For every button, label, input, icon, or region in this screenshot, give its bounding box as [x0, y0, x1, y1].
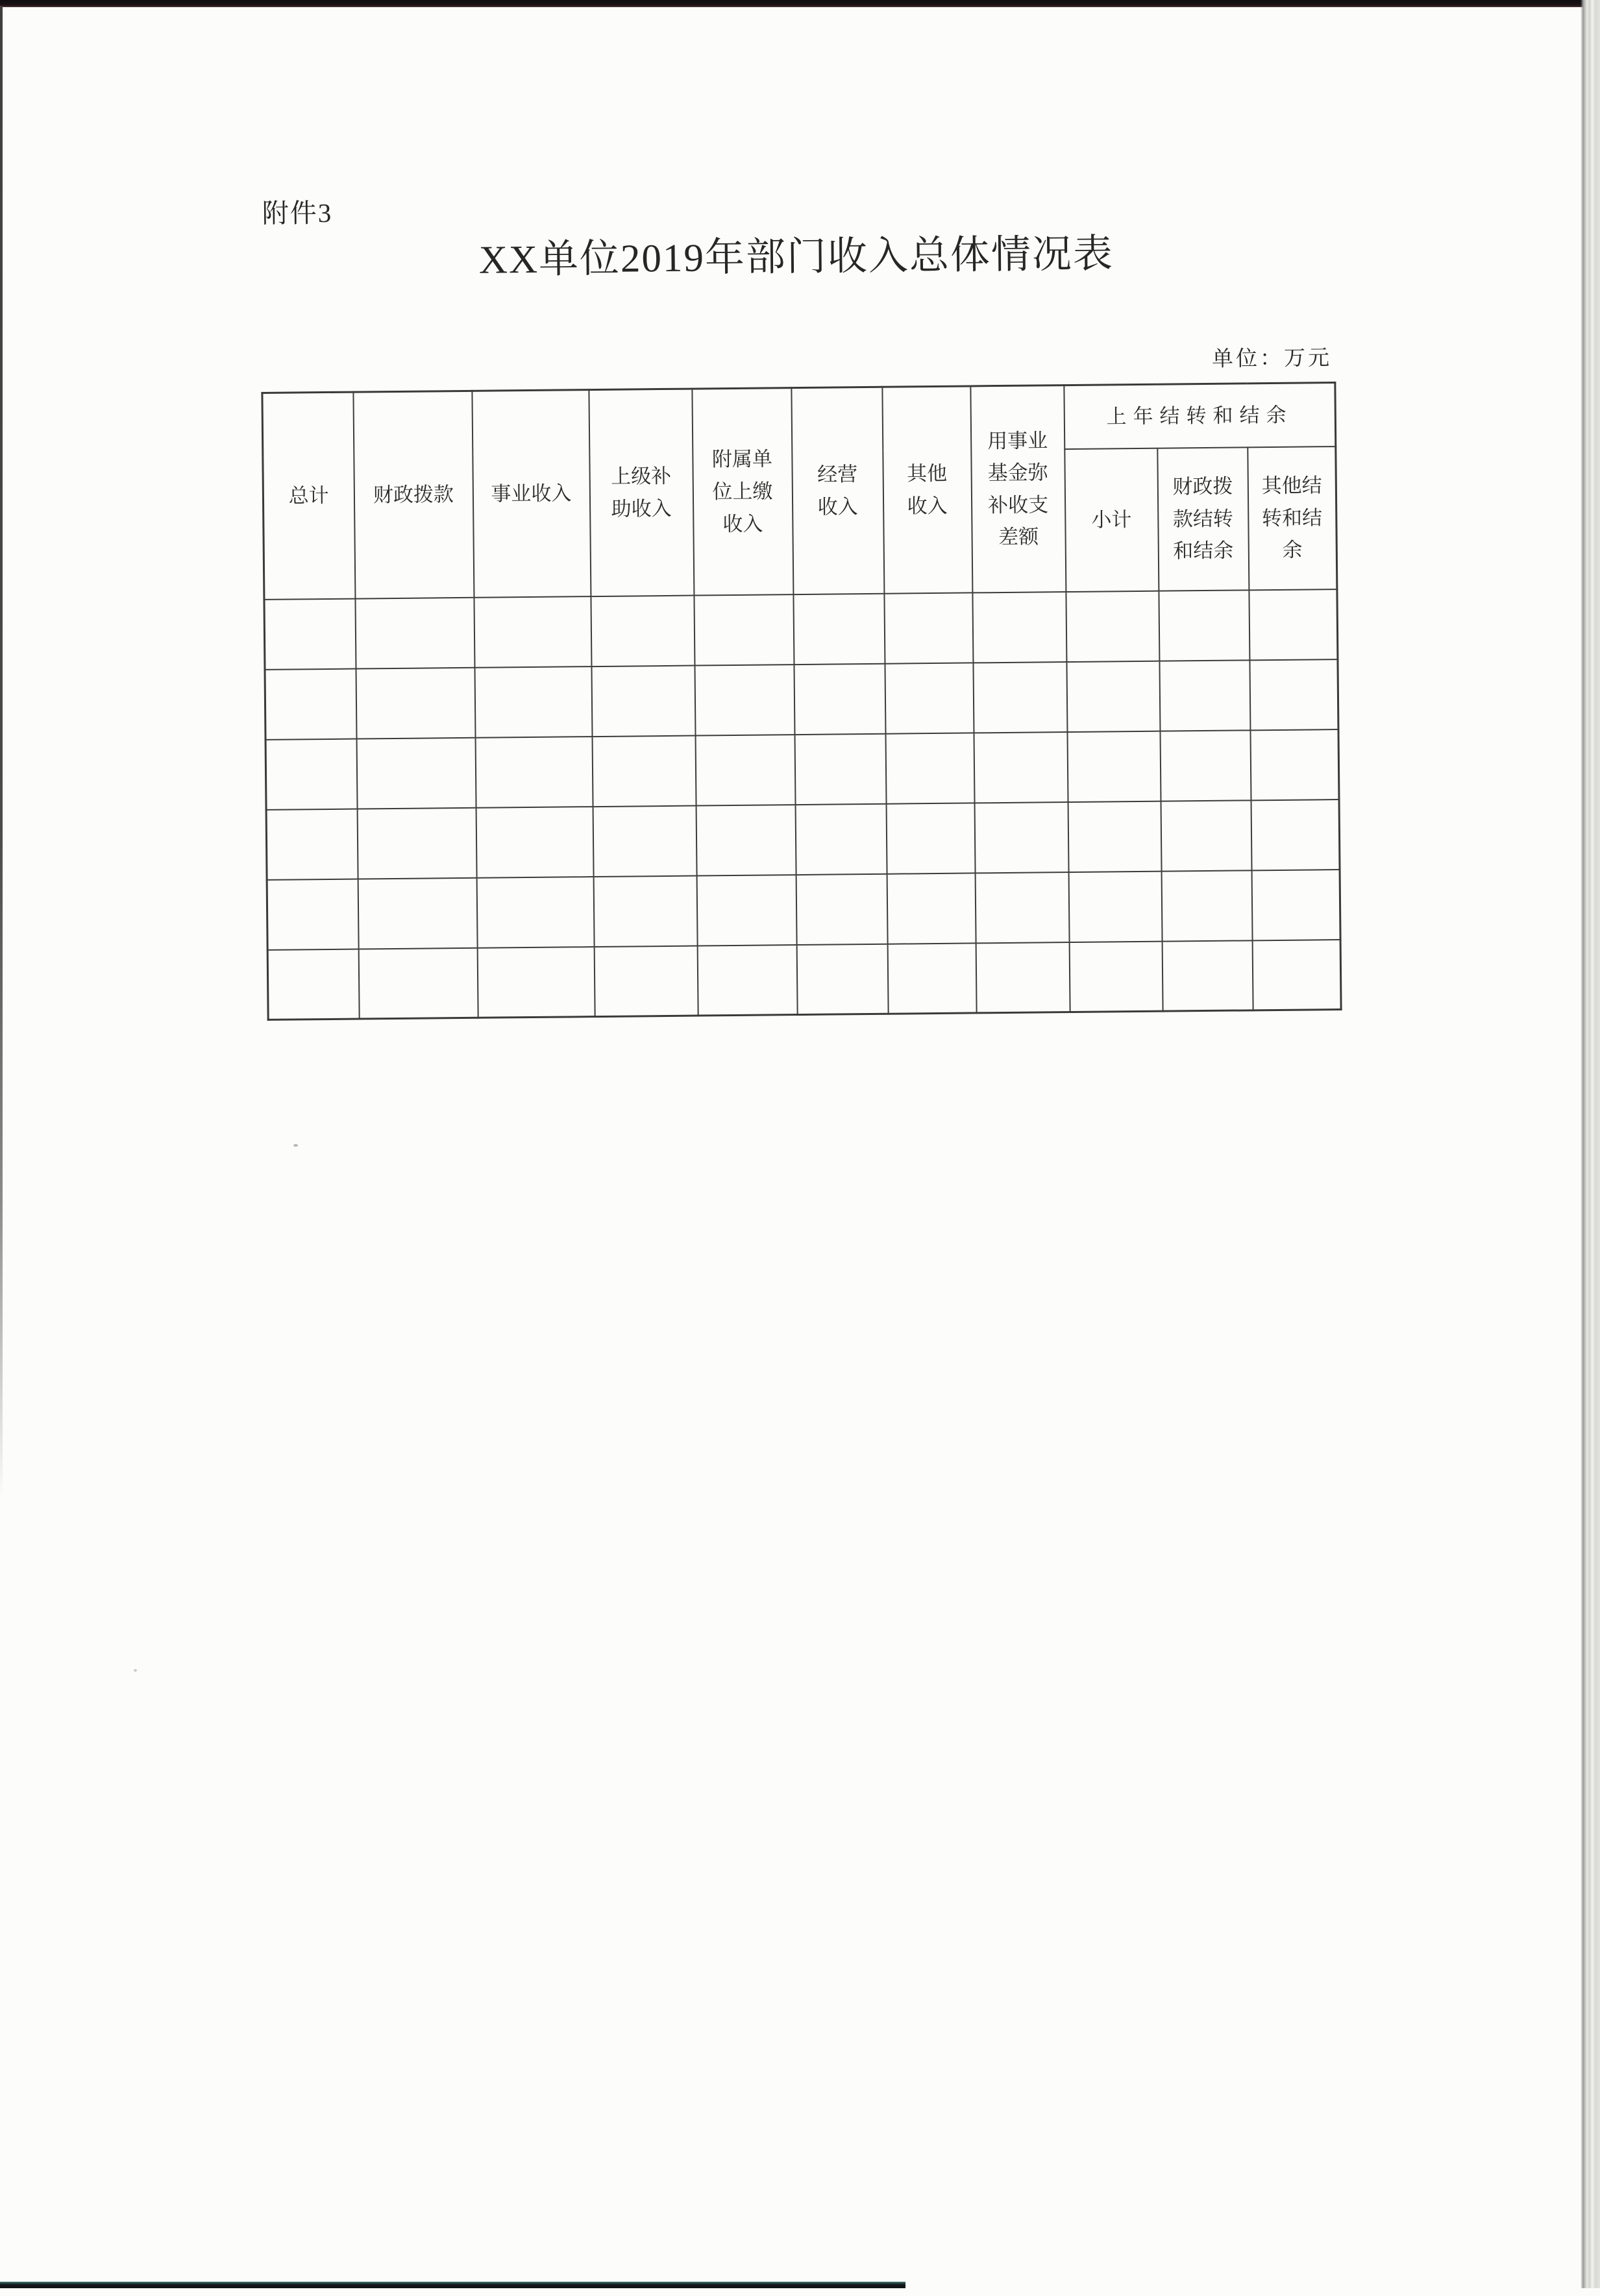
empty-cell — [695, 735, 795, 805]
empty-cell — [1250, 729, 1339, 800]
empty-cell — [1251, 870, 1340, 940]
empty-cell — [267, 949, 359, 1020]
empty-cell — [592, 735, 696, 807]
col-header-fund-deficit-offset: 用事业 基金弥 补收支 差额 — [970, 385, 1066, 592]
col-header-other-income: 其他 收入 — [882, 386, 972, 593]
empty-cell — [356, 737, 476, 809]
empty-cell — [264, 598, 356, 669]
empty-cell — [974, 802, 1068, 873]
empty-cell — [1068, 801, 1161, 872]
empty-cell — [1162, 940, 1253, 1011]
empty-cell — [796, 944, 888, 1014]
empty-cell — [885, 733, 974, 803]
empty-cell — [474, 596, 591, 668]
empty-cell — [1159, 590, 1249, 661]
page-title: XX单位2019年部门收入总体情况表 — [478, 232, 1114, 282]
empty-cell — [973, 662, 1067, 733]
empty-cell — [793, 593, 885, 664]
empty-data-row — [267, 870, 1340, 950]
unit-label: 单位：万元 — [1211, 347, 1333, 371]
col-header-superior-subsidy-income: 上级补 助收入 — [589, 389, 694, 596]
empty-cell — [1160, 730, 1251, 801]
empty-cell — [975, 872, 1069, 943]
empty-data-row — [265, 729, 1339, 810]
empty-cell — [593, 875, 697, 947]
col-header-business-income: 事业收入 — [472, 390, 591, 598]
empty-cell — [1068, 871, 1162, 942]
empty-cell — [265, 668, 356, 739]
empty-data-row — [265, 659, 1338, 740]
empty-cell — [1249, 659, 1338, 730]
empty-data-row — [264, 589, 1338, 670]
empty-cell — [794, 733, 886, 804]
empty-cell — [1069, 941, 1163, 1012]
col-header-fiscal-carryover: 财政拨 款结转 和结余 — [1157, 447, 1249, 591]
empty-cell — [1066, 661, 1160, 731]
empty-cell — [1066, 591, 1159, 661]
empty-cell — [976, 942, 1070, 1013]
empty-cell — [474, 666, 592, 738]
empty-cell — [795, 803, 887, 874]
empty-data-row — [266, 800, 1340, 880]
empty-cell — [593, 805, 696, 877]
empty-cell — [266, 809, 358, 879]
income-table — [261, 382, 1342, 1021]
empty-cell — [696, 875, 796, 946]
empty-cell — [356, 667, 475, 739]
empty-cell — [886, 803, 975, 873]
empty-cell — [887, 873, 976, 944]
empty-cell — [695, 665, 794, 735]
empty-cell — [265, 739, 357, 809]
empty-cell — [591, 595, 695, 666]
empty-cell — [884, 592, 973, 663]
empty-cell — [694, 594, 794, 665]
empty-cell — [796, 873, 887, 944]
empty-cell — [1249, 589, 1338, 660]
empty-cell — [697, 945, 797, 1016]
col-header-affiliated-unit-income: 附属单 位上缴 收入 — [692, 388, 793, 595]
empty-cell — [972, 592, 1066, 663]
empty-cell — [267, 879, 358, 949]
empty-cell — [1067, 731, 1161, 801]
empty-cell — [477, 947, 595, 1018]
empty-cell — [974, 732, 1068, 803]
empty-cell — [355, 597, 474, 668]
empty-cell — [887, 943, 976, 1014]
col-header-operating-income: 经营 收入 — [791, 387, 884, 594]
header-row-top — [262, 383, 1336, 457]
empty-cell — [357, 807, 476, 879]
empty-cell — [1161, 800, 1251, 871]
col-group-prev-year-carryover: 上年结转和结余 — [1064, 383, 1336, 449]
col-header-fiscal-appropriation: 财政拨款 — [353, 391, 474, 598]
empty-cell — [1251, 800, 1340, 870]
col-header-subtotal: 小计 — [1065, 448, 1159, 591]
empty-cell — [475, 737, 593, 808]
empty-cell — [696, 805, 796, 875]
col-header-other-carryover: 其他结 转和结 余 — [1248, 446, 1337, 590]
empty-cell — [1252, 940, 1341, 1010]
empty-cell — [358, 947, 478, 1019]
empty-data-row — [267, 940, 1341, 1020]
empty-cell — [591, 665, 695, 737]
empty-cell — [885, 663, 974, 733]
empty-cell — [1161, 870, 1252, 941]
empty-cell — [594, 946, 698, 1017]
empty-cell — [1159, 660, 1250, 731]
col-header-total: 总计 — [262, 392, 355, 599]
empty-cell — [476, 877, 594, 948]
empty-cell — [476, 807, 593, 878]
attachment-label: 附件3 — [262, 197, 333, 228]
empty-cell — [794, 663, 885, 734]
empty-cell — [358, 877, 477, 949]
